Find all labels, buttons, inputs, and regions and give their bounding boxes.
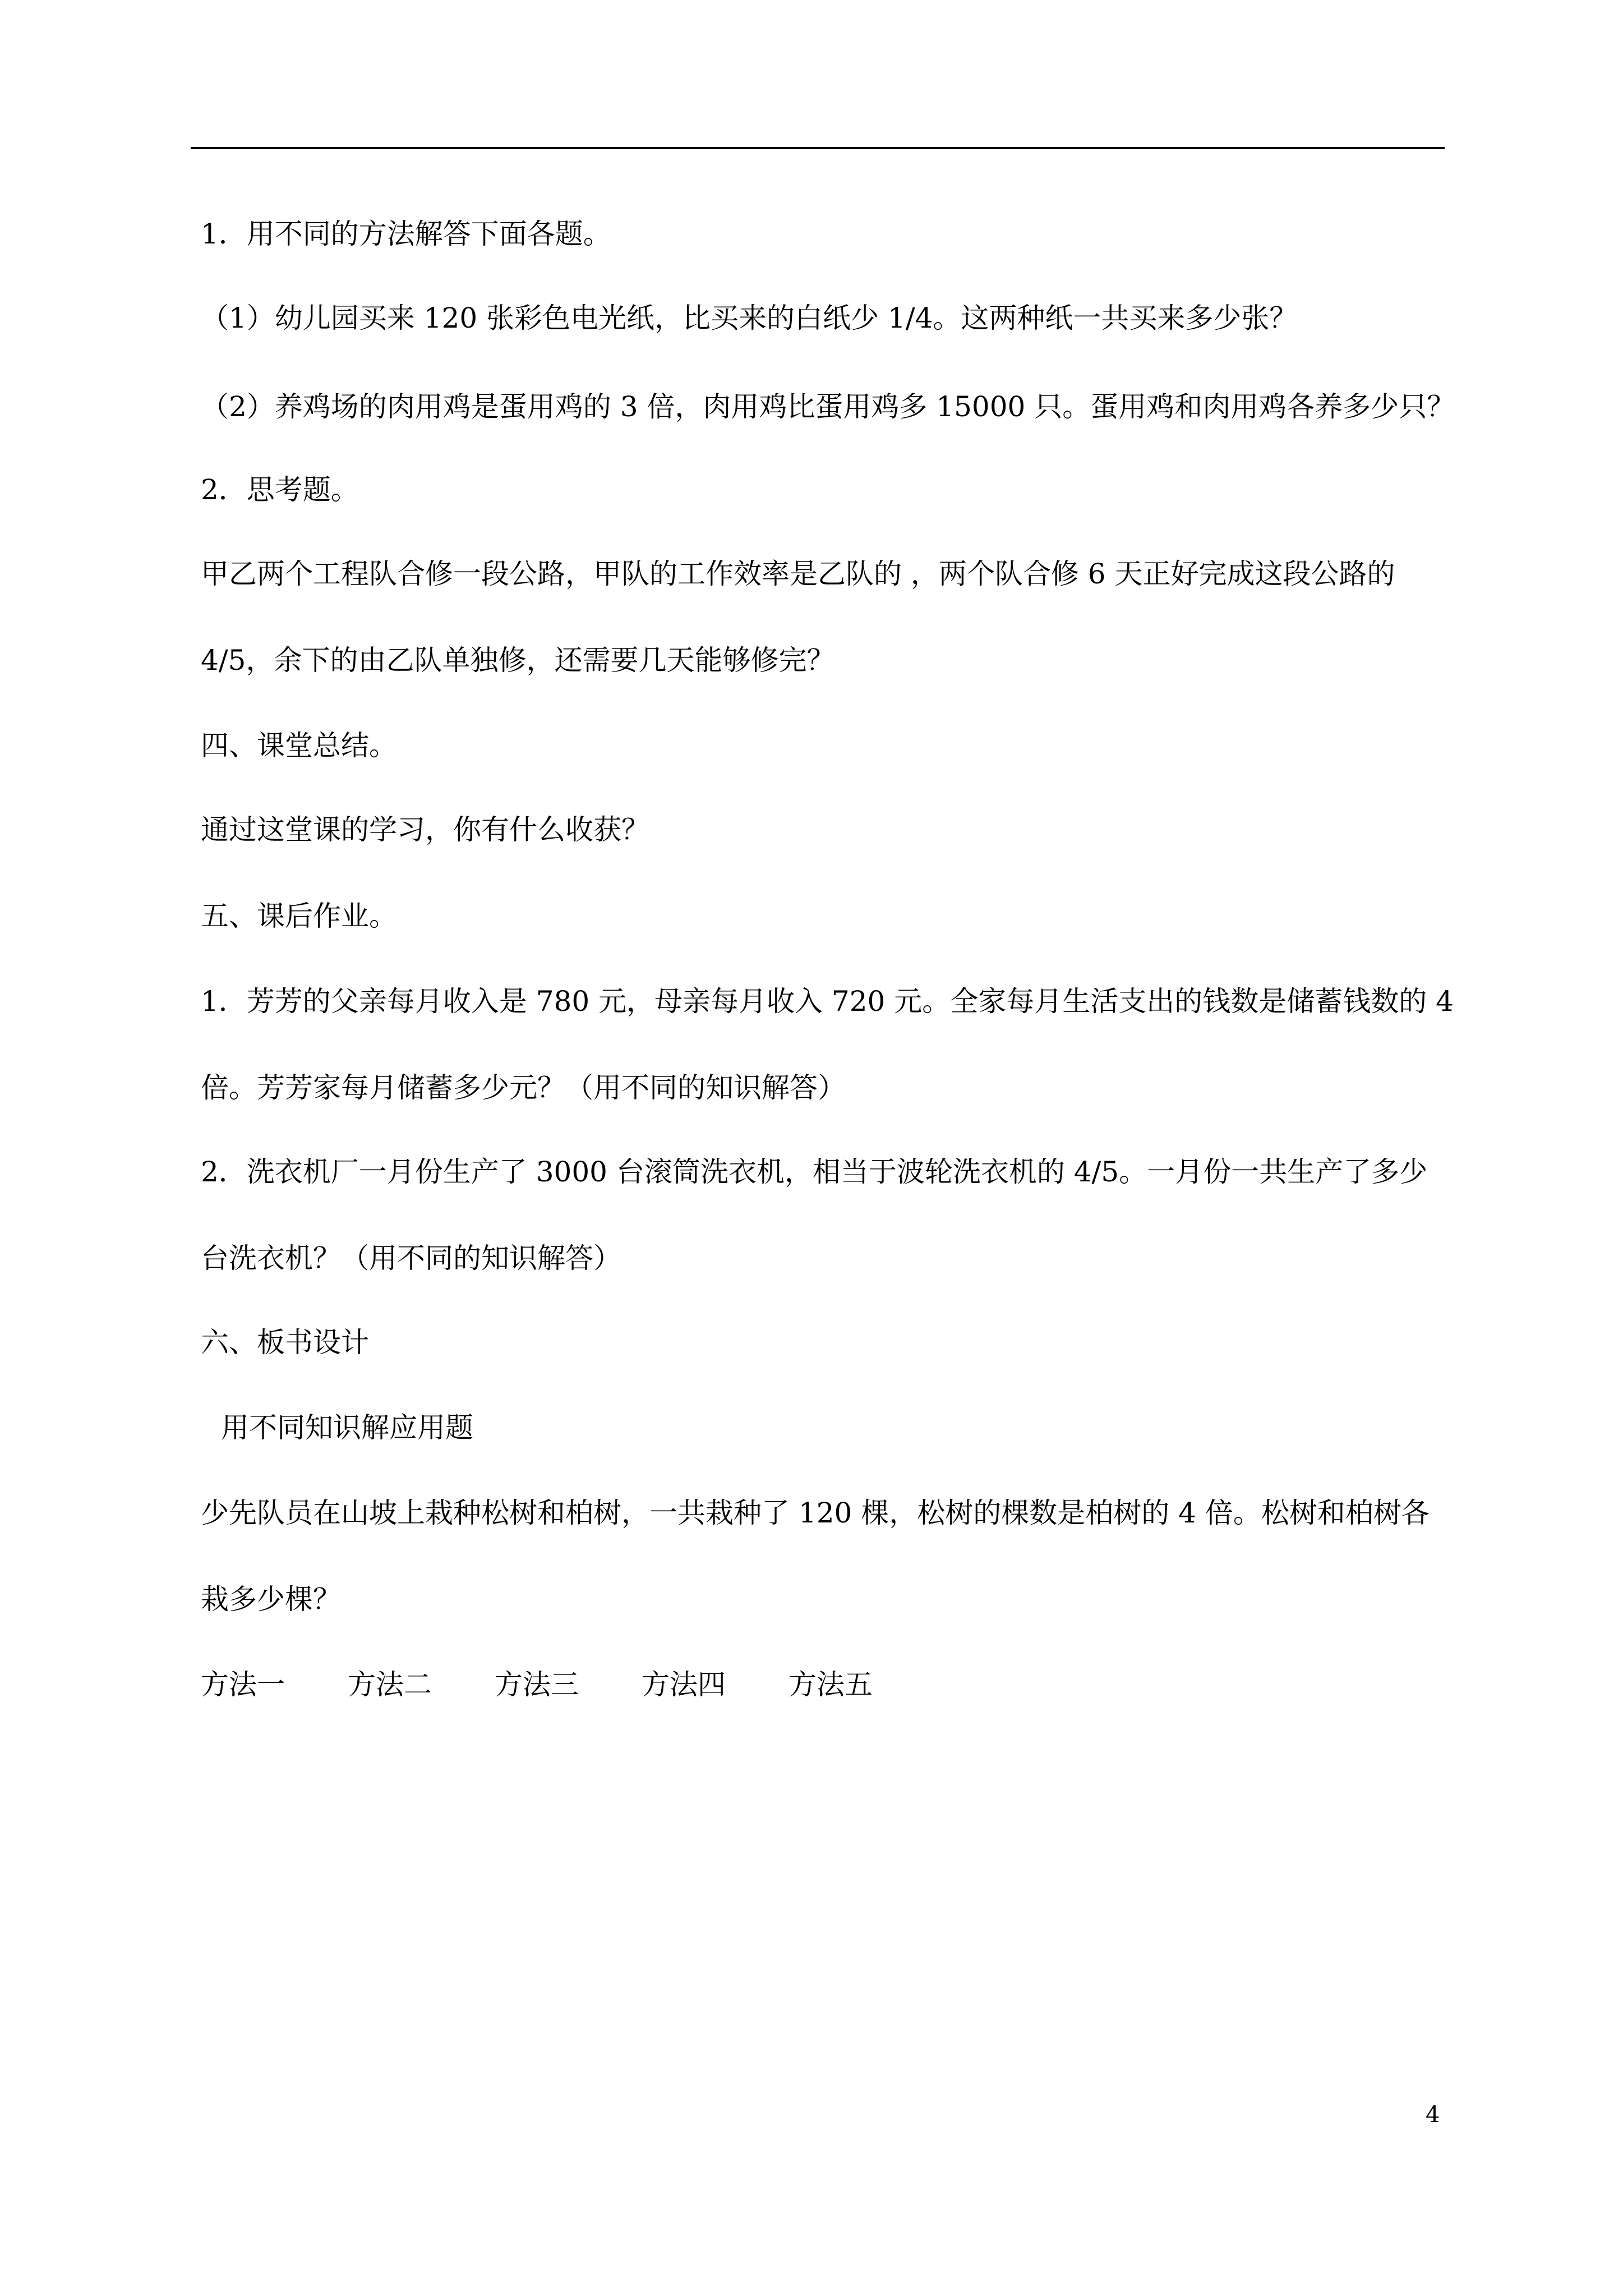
board-title: 用不同知识解应用题 bbox=[221, 1411, 473, 1444]
homework-question-2-line-2: 台洗衣机？（用不同的知识解答） bbox=[201, 1242, 621, 1274]
method-5: 方法五 bbox=[789, 1668, 873, 1701]
homework-heading: 五、课后作业。 bbox=[201, 900, 397, 932]
thinking-problem-line-2: 4/5，余下的由乙队单独修，还需要几天能够修完？ bbox=[201, 644, 835, 677]
method-4: 方法四 bbox=[642, 1668, 726, 1701]
method-3: 方法三 bbox=[495, 1668, 579, 1701]
summary-text: 通过这堂课的学习，你有什么收获？ bbox=[201, 813, 649, 846]
header-rule bbox=[191, 147, 1445, 149]
board-problem-line-1: 少先队员在山坡上栽种松树和柏树，一共栽种了 120 棵，松树的棵数是柏树的 4 倍。松树和柏树各 bbox=[201, 1497, 1430, 1529]
thinking-problem-line-1: 甲乙两个工程队合修一段公路，甲队的工作效率是乙队的 ，两个队合修 6 天正好完成这段公路的 bbox=[201, 558, 1395, 590]
homework-question-1-line-2: 倍。芳芳家每月储蓄多少元？（用不同的知识解答） bbox=[201, 1071, 846, 1104]
exercise-question-1: （1）幼儿园买来 120 张彩色电光纸，比买来的白纸少 1/4。这两种纸一共买来多少张？ bbox=[201, 302, 1298, 334]
homework-question-1-line-1: 1．芳芳的父亲每月收入是 780 元，母亲每月收入 720 元。全家每月生活支出的钱数是储蓄钱数的 4 bbox=[201, 985, 1454, 1018]
board-problem-line-2: 栽多少棵？ bbox=[201, 1583, 341, 1616]
board-heading: 六、板书设计 bbox=[201, 1326, 369, 1359]
exercise-heading: 1．用不同的方法解答下面各题。 bbox=[201, 218, 611, 250]
homework-question-2 bbox=[201, 1129, 1446, 1301]
thinking-heading: 2．思考题。 bbox=[201, 473, 359, 506]
method-2: 方法二 bbox=[348, 1668, 432, 1701]
page-number: 4 bbox=[1426, 2102, 1440, 2128]
method-1: 方法一 bbox=[201, 1668, 285, 1701]
exercise-question-2: （2）养鸡场的肉用鸡是蛋用鸡的 3 倍，肉用鸡比蛋用鸡多 15000 只。蛋用鸡和肉用鸡各养多少只？ bbox=[201, 390, 1455, 423]
homework-question-1 bbox=[201, 958, 1454, 1131]
board-problem bbox=[201, 1470, 1446, 1642]
summary-heading: 四、课堂总结。 bbox=[201, 729, 397, 762]
homework-question-2-line-1: 2．洗衣机厂一月份生产了 3000 台滚筒洗衣机，相当于波轮洗衣机的 4/5。一月份一共生产了多少 bbox=[201, 1156, 1428, 1188]
board-methods bbox=[201, 1641, 935, 1728]
thinking-problem bbox=[201, 531, 1446, 703]
